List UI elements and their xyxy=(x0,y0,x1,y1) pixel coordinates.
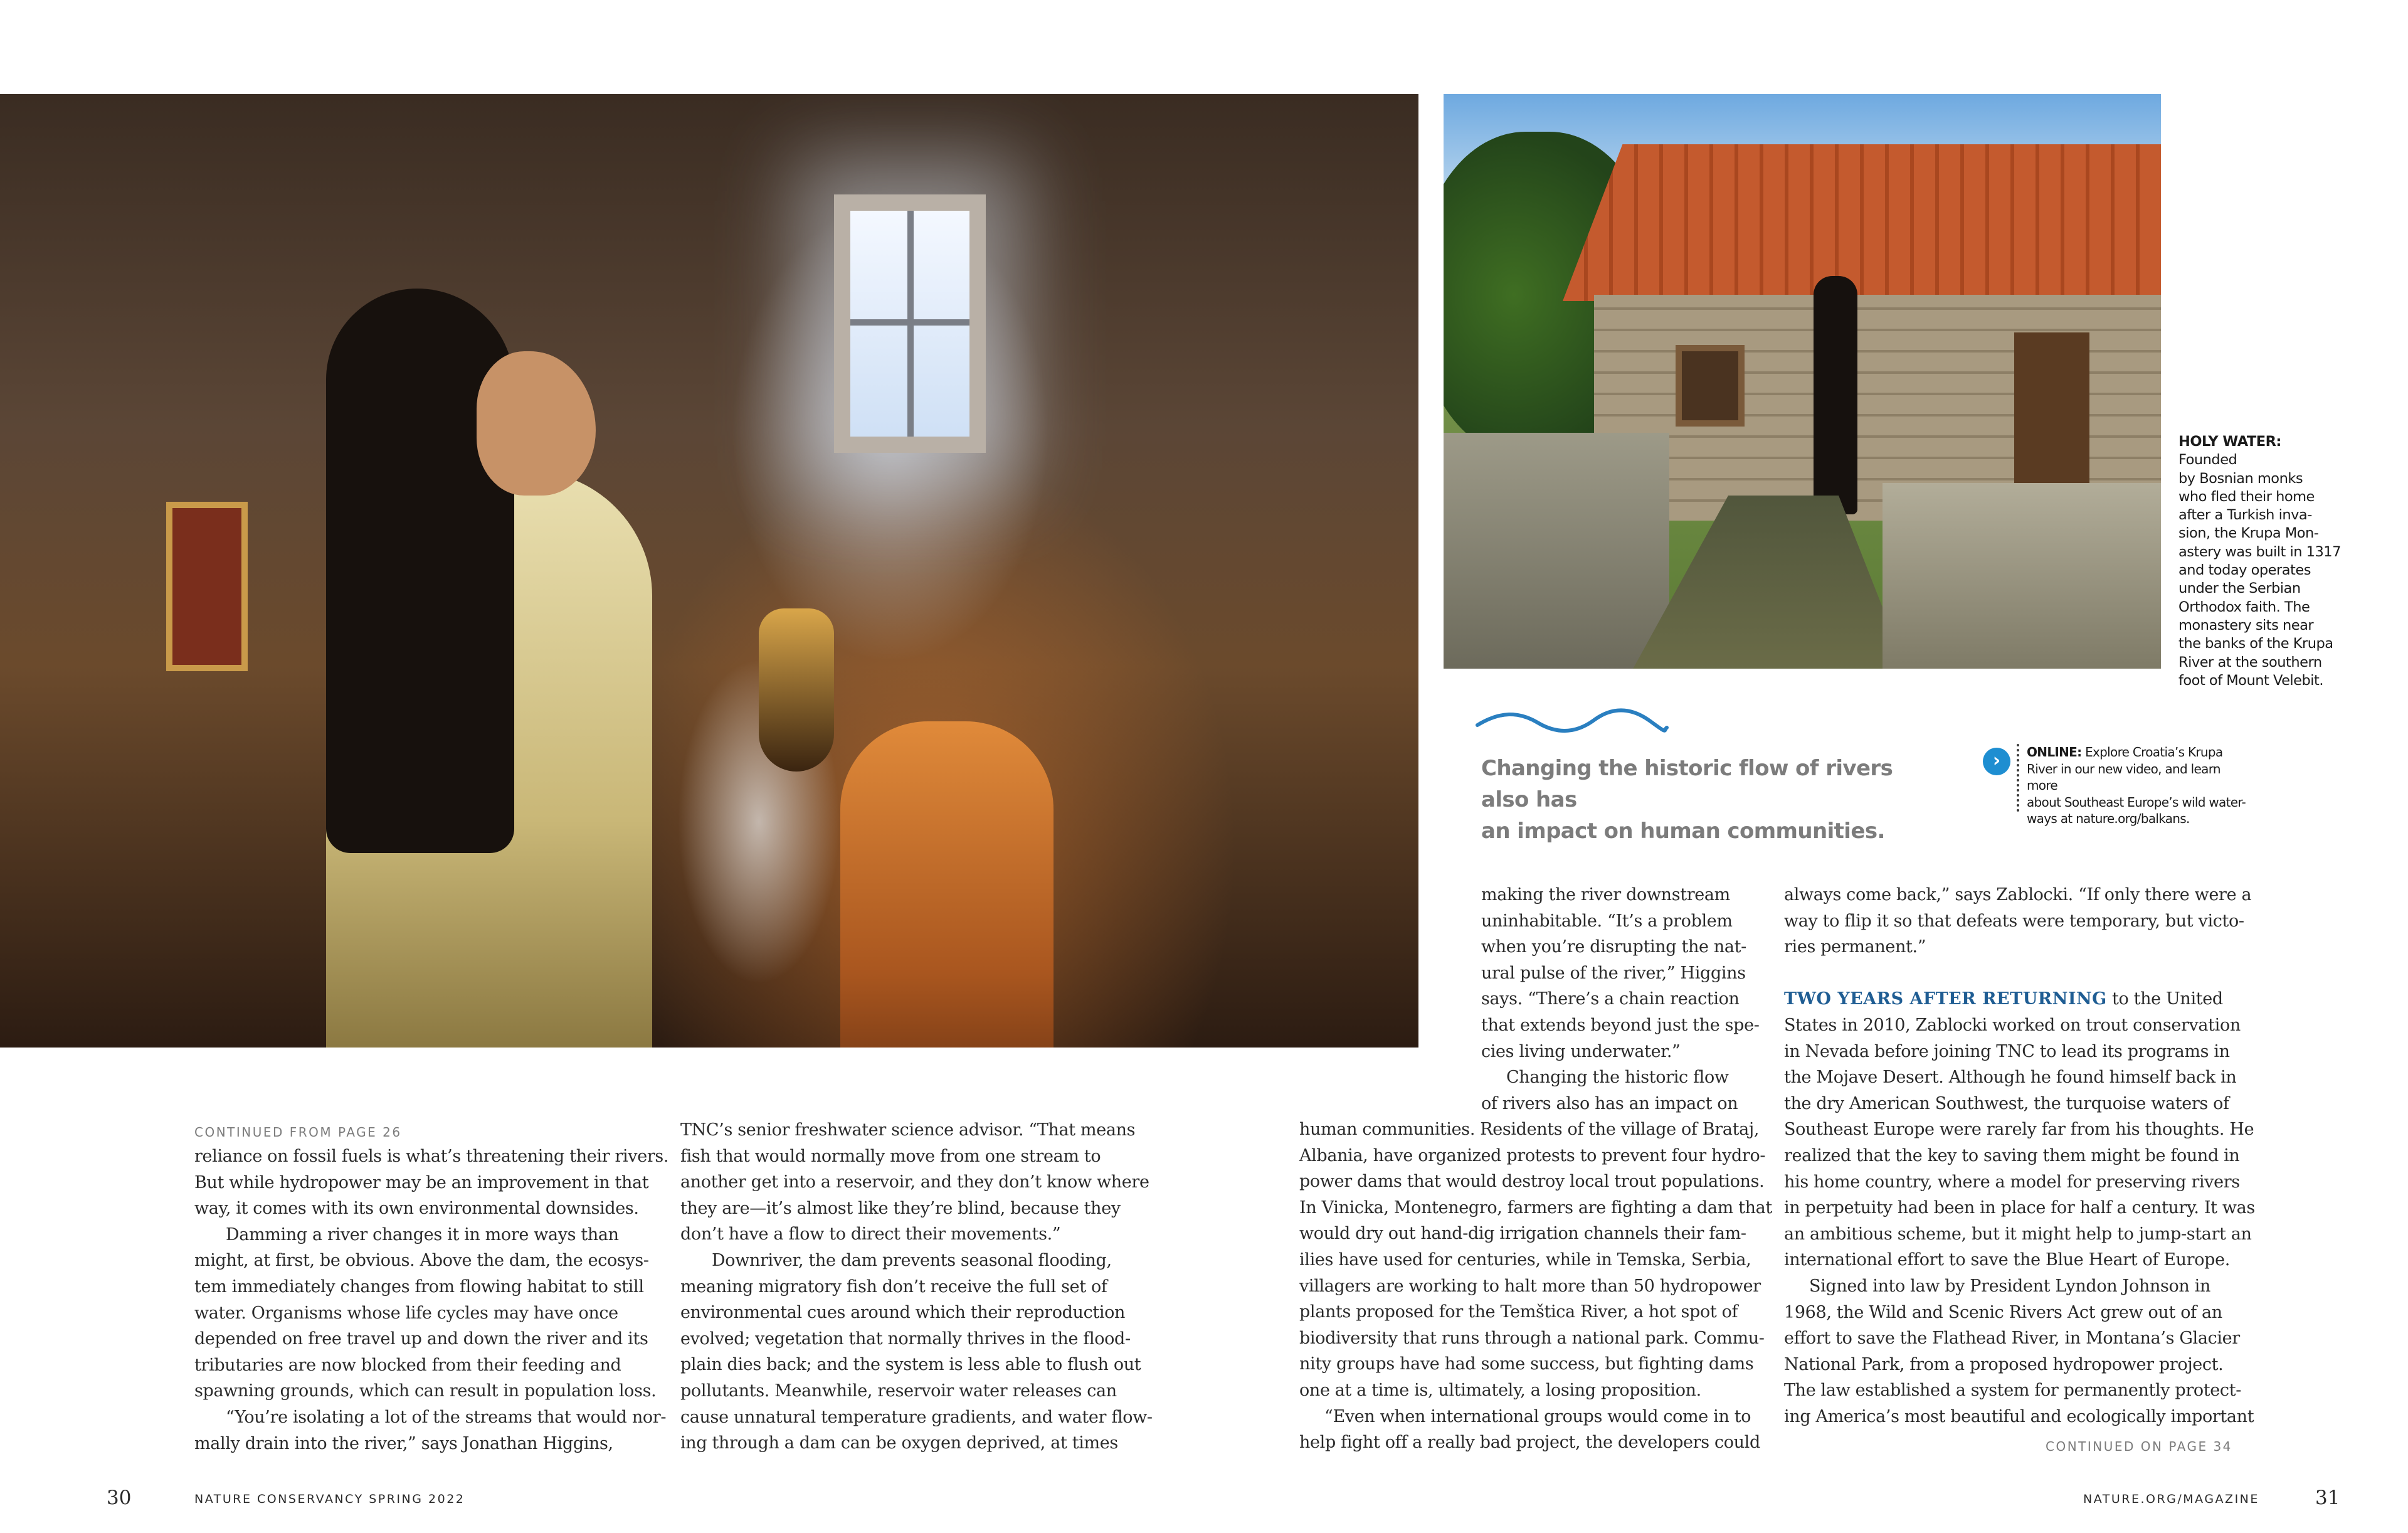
caption-line: Orthodox faith. The xyxy=(2178,598,2310,615)
body-line: plain dies back; and the system is less able to flush out xyxy=(680,1355,1141,1375)
wave-ornament-icon xyxy=(1475,703,1669,740)
caption-line: who fled their home xyxy=(2178,488,2315,505)
body-line: biodiversity that runs through a national park. Commu- xyxy=(1299,1328,1765,1348)
body-line: another get into a reservoir, and they don’t know where xyxy=(680,1172,1149,1192)
body-line: the Mojave Desert. Although he found himself back in xyxy=(1784,1068,2237,1088)
body-line: Albania, have organized protests to prevent four hydro- xyxy=(1299,1145,1766,1165)
body-line: tem immediately changes from flowing habitat to still xyxy=(194,1276,644,1297)
photo-caption xyxy=(2178,433,2342,690)
body-line: “Even when international groups would come in to xyxy=(1324,1406,1751,1426)
body-column-4 xyxy=(1784,882,2261,1430)
body-line: would dry out hand-dig irrigation channels their fam- xyxy=(1299,1224,1746,1244)
body-line: ing America’s most beautiful and ecologically important xyxy=(1784,1406,2254,1426)
body-line: Southeast Europe were rarely far from his thoughts. He xyxy=(1784,1120,2254,1140)
photo-monk-face xyxy=(477,351,596,496)
body-line: “You’re isolating a lot of the streams that would nor- xyxy=(226,1407,667,1427)
body-line: ural pulse of the river,” Higgins xyxy=(1481,963,1746,983)
body-line: The law established a system for permanently protect- xyxy=(1784,1381,2241,1401)
online-line[interactable]: ways at nature.org/balkans. xyxy=(2027,811,2190,826)
body-line: mally drain into the river,” says Jonathan Higgins, xyxy=(194,1433,613,1453)
body-line: Damming a river changes it in more ways than xyxy=(226,1224,619,1244)
photo-stones-right xyxy=(1883,483,2161,669)
pull-quote-line: Changing the historic flow of rivers also has xyxy=(1481,756,1893,812)
body-line: villagers are working to halt more than 50 hydropower xyxy=(1299,1276,1761,1296)
body-line: But while hydropower may be an improvement in that xyxy=(194,1172,649,1192)
body-line: environmental cues around which their reproduction xyxy=(680,1303,1126,1323)
caption-line: after a Turkish inva- xyxy=(2178,507,2312,524)
body-column-2 xyxy=(680,1117,1151,1456)
body-line: 1968, the Wild and Scenic Rivers Act grew out of an xyxy=(1784,1302,2222,1322)
body-line: In Vinicka, Montenegro, farmers are fighting a dam that xyxy=(1299,1197,1772,1217)
body-line: ries permanent.” xyxy=(1784,937,1926,957)
body-line: realized that the key to saving them might be found in xyxy=(1784,1145,2240,1165)
body-line: pollutants. Meanwhile, reservoir water releases can xyxy=(680,1381,1117,1401)
footer-url[interactable]: NATURE.ORG/MAGAZINE xyxy=(2083,1492,2259,1506)
body-line: don’t have a flow to direct their movements.” xyxy=(680,1224,1061,1244)
photo-chair xyxy=(840,721,1054,1048)
body-line: power dams that would destroy local trout populations. xyxy=(1299,1172,1765,1192)
body-line: might, at first, be obvious. Above the dam, the ecosys- xyxy=(194,1251,649,1271)
body-line: Changing the historic flow xyxy=(1506,1068,1729,1088)
photo-monk-figure xyxy=(1814,276,1857,514)
pull-quote xyxy=(1481,753,1933,847)
continued-on-kicker: CONTINUED ON PAGE 34 xyxy=(2046,1439,2232,1454)
online-line: about Southeast Europe’s wild water- xyxy=(2027,794,2246,810)
body-line: ilies have used for centuries, while in Temska, Serbia, xyxy=(1299,1249,1751,1270)
body-line: one at a time is, ultimately, a losing proposition. xyxy=(1299,1380,1701,1400)
body-line: meaning migratory fish don’t receive the full set of xyxy=(680,1276,1107,1297)
body-line: water. Organisms whose life cycles may have once xyxy=(194,1303,618,1323)
continued-from-kicker: CONTINUED FROM PAGE 26 xyxy=(194,1125,402,1140)
photo-wall-icon xyxy=(166,502,248,671)
body-line: plants proposed for the Temštica River, a hot spot of xyxy=(1299,1302,1738,1322)
body-line: States in 2010, Zablocki worked on trout conservation xyxy=(1784,1015,2241,1035)
body-line: spawning grounds, which can result in population loss. xyxy=(194,1381,657,1401)
body-line: the dry American Southwest, the turquoise waters of xyxy=(1784,1093,2229,1113)
body-line: that extends beyond just the spe- xyxy=(1481,1015,1760,1035)
photo-window xyxy=(834,194,986,453)
caption-line: the banks of the Krupa xyxy=(2178,635,2333,652)
body-line: cies living underwater.” xyxy=(1481,1041,1681,1061)
section-run-in-head: TWO YEARS AFTER RETURNING xyxy=(1784,989,2107,1009)
paragraph-gap xyxy=(1784,960,2261,987)
body-line: effort to save the Flathead River, in Montana’s Glacier xyxy=(1784,1329,2240,1349)
body-line: fish that would normally move from one stream to xyxy=(680,1146,1101,1166)
online-note xyxy=(2027,744,2252,827)
caption-line: River at the southern xyxy=(2178,654,2322,671)
body-line: his home country, where a model for preserving rivers xyxy=(1784,1172,2240,1192)
online-line: ONLINE: Explore Croatia’s Krupa xyxy=(2027,745,2223,760)
page-number-right: 31 xyxy=(2315,1487,2340,1509)
body-line: Downriver, the dam prevents seasonal flooding, xyxy=(712,1250,1112,1270)
body-column-3-wide xyxy=(1299,1117,1776,1456)
page-number-left: 30 xyxy=(107,1487,132,1509)
footer-publication: NATURE CONSERVANCY SPRING 2022 xyxy=(194,1492,465,1506)
body-line: in perpetuity had been in place for half a century. It was xyxy=(1784,1198,2255,1218)
online-line: River in our new video, and learn more xyxy=(2027,761,2221,793)
body-line: reliance on fossil fuels is what’s threatening their rivers. xyxy=(194,1147,669,1166)
body-line: international effort to save the Blue Heart of Europe. xyxy=(1784,1250,2230,1270)
body-line: tributaries are now blocked from their feeding and xyxy=(194,1355,621,1375)
body-line: in Nevada before joining TNC to lead its programs in xyxy=(1784,1041,2230,1061)
photo-water-channel xyxy=(1632,496,1908,669)
caption-line: foot of Mount Velebit. xyxy=(2178,672,2324,689)
photo-censer xyxy=(759,608,834,772)
caption-line: by Bosnian monks xyxy=(2178,470,2303,487)
body-column-1 xyxy=(194,1143,669,1456)
body-line: ing through a dam can be oxygen deprived, at times xyxy=(680,1433,1118,1453)
body-line: evolved; vegetation that normally thrives in the flood- xyxy=(680,1329,1131,1349)
caption-line: sion, the Krupa Mon- xyxy=(2178,525,2319,542)
caption-line: astery was built in 1317 xyxy=(2178,543,2341,560)
body-line: when you’re disrupting the nat- xyxy=(1481,937,1746,957)
caption-line: HOLY WATER: Founded xyxy=(2178,433,2281,469)
online-label: ONLINE: xyxy=(2027,745,2082,760)
photo-monastery xyxy=(1444,94,2161,669)
caption-line: and today operates xyxy=(2178,562,2311,579)
body-line: cause unnatural temperature gradients, and water flow- xyxy=(680,1407,1153,1427)
body-line: TWO YEARS AFTER RETURNING to the United xyxy=(1784,989,2223,1009)
body-line: uninhabitable. “It’s a problem xyxy=(1481,911,1733,931)
body-line: National Park, from a proposed hydropower project. xyxy=(1784,1354,2224,1374)
photo-monastery-window xyxy=(1676,345,1745,427)
body-line: making the river downstream xyxy=(1481,885,1730,904)
body-line: nity groups have had some success, but fighting dams xyxy=(1299,1354,1754,1374)
pull-quote-line: an impact on human communities. xyxy=(1481,819,1885,844)
body-line: way, it comes with its own environmental downsides. xyxy=(194,1199,639,1219)
body-line: TNC’s senior freshwater science advisor. “That means xyxy=(680,1120,1136,1140)
body-line: says. “There’s a chain reaction xyxy=(1481,989,1740,1009)
caption-label: HOLY WATER: xyxy=(2178,433,2281,450)
body-line: always come back,” says Zablocki. “If only there were a xyxy=(1784,885,2252,904)
caption-line: monastery sits near xyxy=(2178,617,2314,634)
photo-stones-left xyxy=(1444,433,1669,669)
body-line: of rivers also has an impact on xyxy=(1481,1093,1738,1113)
chevron-right-circle-icon[interactable]: › xyxy=(1983,748,2010,775)
online-divider xyxy=(2017,744,2019,812)
photo-monk-censer xyxy=(0,94,1418,1048)
body-line: help fight off a really bad project, the developers could xyxy=(1299,1433,1760,1453)
caption-line: under the Serbian xyxy=(2178,580,2301,597)
body-line: depended on free travel up and down the river and its xyxy=(194,1329,648,1349)
body-line: an ambitious scheme, but it might help to jump-start an xyxy=(1784,1224,2252,1244)
body-column-3-narrow xyxy=(1481,882,1760,1117)
body-line: they are—it’s almost like they’re blind, because they xyxy=(680,1198,1121,1218)
body-line: way to flip it so that defeats were temporary, but victo- xyxy=(1784,911,2244,931)
body-line: human communities. Residents of the village of Brataj, xyxy=(1299,1120,1760,1139)
body-line: Signed into law by President Lyndon Johnson in xyxy=(1809,1276,2211,1296)
photo-roof xyxy=(1563,144,2161,301)
